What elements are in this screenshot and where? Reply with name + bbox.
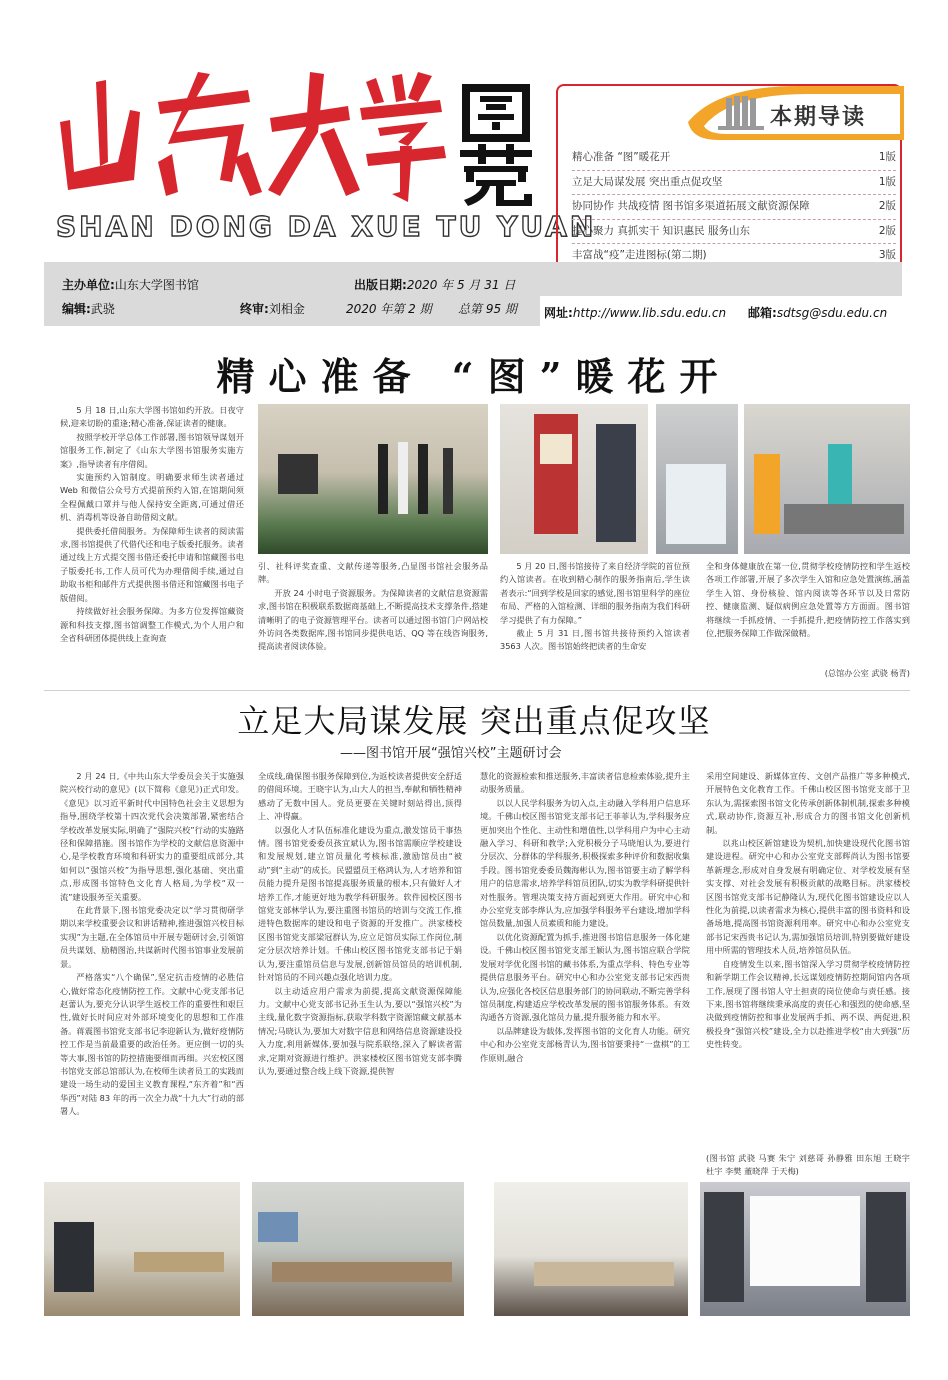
photo-service-guide-display: [500, 404, 648, 554]
headline-1: 精心准备 “图”暖花开: [216, 354, 732, 399]
photo-meeting-room-3: [494, 1182, 688, 1316]
masthead-tuyuan: [456, 80, 536, 210]
editor: 武骁: [90, 302, 115, 316]
article1-col3: 5 月 20 日,图书馆接待了来自经济学院的首位预约入馆读者。在收到精心制作的服务指南后,学生读者表示:“回到学校是回家的感觉,图书馆里科学的座位布局、严格的入馆检测、详细的服务指南为我们科研学习提供了有力保障。” 截止 5 月 31 日,图书馆共接待预约入馆读者 3563 人次。图书馆始终把读者的生命安: [500, 561, 690, 652]
article1-col2: 引、社科评奖查重、文献传递等服务,凸显图书馆社会服务品牌。 开放 24 小时电子资源服务。为保障读者的文献信息资源需求,图书馆在积极联系数据商基础上,不断提高技术支撑条件,搭建清晰明了的电子资源管理平台。读者可以通过图书馆门户网站校外访问各类数据库,图书馆同步提供电话、QQ 等在线咨询服务,提高读者阅读体验。: [258, 561, 488, 652]
article2-col3: 慧化的资源检索和推送服务,丰富读者信息检索体验,提升主动服务质量。 以以人民学科服务为切入点,主动融入学科用户信息环境。千佛山校区图书馆党支部书记王菲菲认为,学科服务应更加突出个性化、主动性和增值性,以学科用户为中心主动融入学习、科研和教学;入党积极分子马晓旭认为,要进行分层次、分群体的学科服务,积极探索多种评价和数据收集手段。图书馆党委委员魏海彬认为,图书馆要主动了解学科用户的信息需求,培养学科馆员团队,切实为教学科研提供针对性服务。管理决策支持方面起到更大作用。研究中心和办公室党支部李烨认为,应加强学科服务平台建设,增加学科馆员数量,加强人员素质和能力建设。 以优化资源配置为抓手,推进图书馆信息服务一体化建设。千佛山校区图书馆党支部王颖认为,图书馆应联合学院发展对学优化图书馆的藏书体系,为重点学科、特色专业等提供信息服务平台。研究中心和办公室党支部书记宋西贵认为,应强化各校区信息服务部门的协同联动,不断完善学科馆员制度,构建适应学校改革发展的图书馆服务体系。有效沟通各方资源,强化馆员力量,提升服务能力和水平。 以品牌建设为载体,发挥图书馆的文化育人功能。研究中心和办公室党支部杨青认为,图书馆要秉持“一盘棋”的工作原则,融合: [480, 771, 690, 1063]
article2-col1: 2 月 24 日,《中共山东大学委员会关于实施强院兴校行动的意见》(以下简称《意见》)正式印发。《意见》以习近平新时代中国特色社会主义思想为指导,围绕学校第十四次党代会决策部署,紧密结合学校改革发展实际,明确了“强院兴校”行动的实施路径和保障措施。图书馆作为学校的文献信息资源中心,是学校教育环境和科研实力的重要组成部分,其如何以“强馆兴校”为指导思想,强化基础、突出重点,形成图书馆特色文化育人格局,为学校“双一流”建设服务至关重要。 在此背景下,图书馆党委决定以“学习贯彻研学期以来学校重要会议和讲话精神,推进强馆兴校目标实现”为主题,在全体馆员中开展专题研讨会,引领馆员共谋划、励精图治,共谋新时代图书馆事业发展前景。 严格落实“八个确保”,坚定抗击疫情的必胜信心,做好常态化疫情防控工作。文献中心党支部书记赵蕾认为,要充分认识学生返校工作的重要性和艰巨性,做好长时间应对外部环境变化的思想和工作准备。蒋震图书馆党支部书记李迎新认为,做好疫情防控工作是当前最重要的政治任务。更应倒一切的头等大事,图书馆的防控措施要细而再细。兴宏校区图书馆党支部总馆部认为,在校师生读者员工的实践而建设一场生动的爱国主义教育课程,“东齐着”和“西华西”对陆 83 年的再一次全力战“十九大”行动的部署人。: [60, 771, 244, 1117]
guide-item[interactable]: 立足大局谋发展 突出重点促攻坚 1版: [572, 171, 896, 196]
photo-entrance-gate: [656, 404, 738, 554]
masthead-chinese-text: [50, 62, 54, 63]
email-link: sdtsg@sdu.edu.cn: [776, 306, 888, 320]
total-issue: 总第 95 期: [458, 302, 517, 316]
issue-guide-box: [556, 84, 902, 284]
photo-meeting-room-1: [44, 1182, 240, 1316]
publish-date: 2020 年 5 月 31 日: [406, 278, 516, 292]
guide-item[interactable]: 精心准备 “图”暖花开 1版: [572, 146, 896, 171]
headline-2: 立足大局谋发展 突出重点促攻坚: [237, 702, 711, 740]
article2-col4: 采用空间建设、新媒体宣传、文创产品推广等多种模式,开展特色文化教育工作。千佛山校区图书馆党支部于卫东认为,需探索图书馆文化传承创新体制机制,探索多种模式,联动协作,资源互补,形成合力的图书馆文化创新机制。 以兆山校区新馆建设为契机,加快建设现代化图书馆建设进程。研究中心和办公室党支部辉尚认为图书馆要革新理念,形成对自身发展有明确定位、对学校发展有坚实支撑、对社会发展有积极贡献的战略目标。洪家楼校区图书馆党支部书记静隆认为,现代化图书馆建设应以人性化为前提,以读者需求为核心,提供丰富的图书资料和设备场地,提高图书馆资源利用率。研究中心和办公室党支部书记宋西贵书记认为,需加强馆员培训,特别要做好建设用中所需的管理技术人员,培养馆员队伍。 自疫情发生以来,图书馆深入学习贯彻学校疫情防控和新学期工作会议精神,长远谋划疫情防控期间馆内各项工作,展现了图书馆人守土担责的岗位使命与责任感。接下来,图书馆将继续秉承高度的责任心和强烈的使命感,坚决做到疫情防控和事业发展两手抓、两不误、两促进,积极投身“强馆兴校”建设,全力以赴推进学校“由大到强”历史性转变。: [706, 771, 910, 1050]
sponsor: 山东大学图书馆: [114, 278, 199, 292]
reviewer: 刘相金: [268, 302, 305, 316]
masthead-tuyuan-text: [456, 80, 458, 81]
article2-col2: 全成线,确保图书服务保障到位,为返校读者提供安全舒适的借阅环境。王晓宇认为,山大人的担当,奉献和牺牲精神感动了无数中国人。党员更要在关键时刻站得出,顶得上、冲得赢。 以强化人才队伍标准化建设为重点,激发馆员干事热情。图书馆党委委员孩宜斌认为,图书馆需顺应学校建设和发展规划,建立馆员量化考核标准,激励馆员由“被动”到“主动”的成长。民盟盟员王格鸿认为,人才培养和馆员能力提升是图书馆提高服务质量的根本,只有做好人才培养工作,才能更好地为教学科研服务。软件园校区图书馆党支部林学认为,要注重图书馆员的培训与交流工作,推进特色数据库的建设和电子资源的开发推广。洪家楼校区图书馆党支部梁冠群认为,应立足馆员实际工作岗位,制定分层次培养计划。千佛山校区图书馆党支部书记于娟认为,要注重馆员信息与发展,创新馆员馆员的培训机制,针对馆员的不同兴趣点强化培训力度。 以主动适应用户需求为前提,提高文献资源保障能力。文献中心党支部书记孙玉生认为,要以“强馆兴校”为主线,量化数字资源指标,获取学科数字资源馆藏文献基本情况;马晓认为,要加大对数字信息和网络信息资源建设投入力度,利用新媒体,要加强与院系联络,深入了解读者需求,定期对资源进行维护。洪家楼校区图书馆党支部李腾认为,要通过整合线上线下资源,提供智: [258, 771, 462, 1076]
guide-title: 本期导读: [770, 105, 867, 130]
tuyuan-glyph-icon: [456, 80, 536, 210]
article2-signature: (图书馆 武骁 马赛 朱宁 刘慈哥 孙静雅 田东旭 王晓宇 杜宇 李樊 董晓萍 于天梅): [706, 1153, 910, 1177]
masthead-english: SHAN DONG DA XUE TU YUAN: [56, 210, 597, 243]
masthead-calligraphy: [48, 62, 448, 212]
publication-info-bar: 主办单位:山东大学图书馆 编辑:武骁 终审:刘相金 出版日期:2020 年 5 月 31 日 2020 年第 2 期 总第 95 期 网址:http://www.lib.sdu.edu.cn 邮箱:sdtsg@sdu.edu.cn: [44, 262, 902, 326]
photo-meeting-room-2: [252, 1182, 464, 1316]
issue-number: 2020 年第 2 期: [346, 302, 432, 316]
website-link: http://www.lib.sdu.edu.cn: [572, 306, 727, 320]
guide-item[interactable]: 协同协作 共战疫情 图书馆多渠道拓展文献资源保障 2版: [572, 195, 896, 220]
photo-staff-meeting: [258, 404, 488, 554]
article1-signature: (总馆办公室 武骁 杨青): [824, 668, 910, 678]
guide-item[interactable]: 提心聚力 真抓实干 知识惠民 服务山东 2版: [572, 220, 896, 245]
photo-video-conference: [700, 1182, 910, 1316]
article1-col4: 全和身体健康放在第一位,贯彻学校疫情防控和学生返校各项工作部署,开展了多次学生入馆和应急处置演练,涵盖学生入馆、身份核验、馆内阅读等各环节以及日常防控、健康监测、疑似病例应急处置等方方面面。图书馆将继续一手抓疫情、一手抓提升,把疫情防控工作落实到位,把服务保障工作做深做精。: [706, 561, 910, 639]
article1-col1: 5 月 18 日,山东大学图书馆如约开放。日夜守候,迎来切盼的重逢;精心准备,保证读者的健康。 按照学校开学总体工作部署,图书馆领导谋划开馆服务工作,制定了《山东大学图书馆服务实施方案》,指导读者有序借阅。 实施预约入馆制度。明确要求师生读者通过 Web 和微信公众号方式提前预约入馆,在馆期间须全程佩戴口罩并与他人保持安全距离,可通过借还机、消毒机等设备自助借阅文献。 提供委托借阅服务。为保障师生读者的阅读需求,图书馆提供了代借代还和电子版委托服务。读者通过线上方式提交图书借还委托申请和馆藏图书电子版委托书,工作人员可代为办理借阅手续,通过自助取书柜和邮件方式提供图书借还和馆藏图书电子版借阅。 持续做好社会服务保障。为多方位发挥馆藏资源和科技支撑,图书馆调整工作模式,为个人用户和全省科研团体提供线上查询查: [60, 405, 244, 643]
photo-health-check: [744, 404, 910, 554]
headline-2-subtitle: ——图书馆开展“强馆兴校”主题研讨会: [340, 746, 562, 761]
guide-item[interactable]: 丰富战“疫”走进图标(第二期) 3版: [572, 244, 896, 269]
